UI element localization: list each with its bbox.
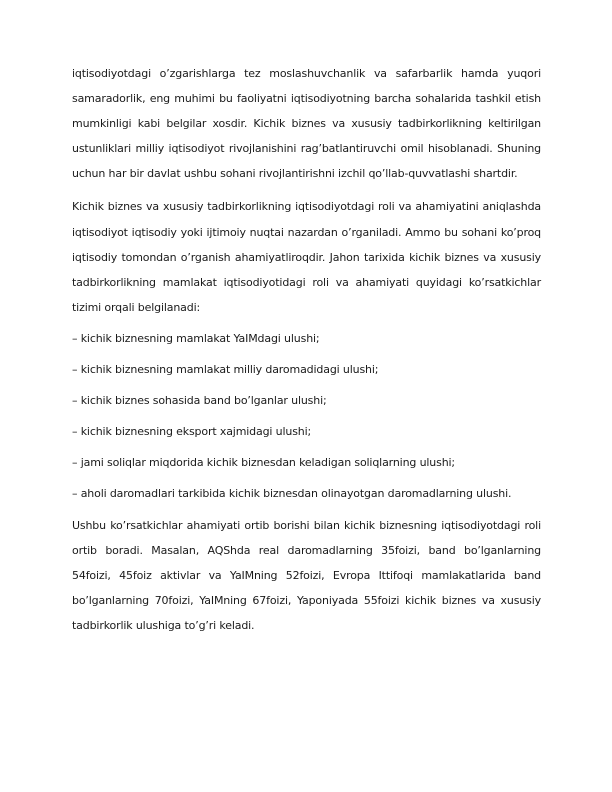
list-item: – jami soliqlar miqdorida kichik biznesdan keladigan soliqlarning ulushi; (72, 456, 455, 470)
document-page (72, 61, 541, 642)
list-item: – kichik biznesning mamlakat YaIMdagi ulushi; (72, 331, 320, 345)
paragraph-role: Kichik biznes va xususiy tadbirkorlikning iqtisodiyotdagi roli va ahamiyatini aniqlashda iqtisodiyot iqtisodiy yoki ijtimoiy nuqtai nazardan o’rganiladi. Ammo bu sohani ko’proq iqtisodiy tomondan o’rganish ahamiyatliroqdir. Jahon tarixida kichik biznes va xususiy tadbirkorlikning mamlakat iqtisodiyotidagi roli va ahamiyati quyidagi ko’rsatkichlar tizimi orqali belgilanadi: (72, 200, 541, 314)
paragraph-closing: Ushbu ko’rsatkichlar ahamiyati ortib borishi bilan kichik biznesning iqtisodiyotdagi roli ortib boradi. Masalan, AQShda real daromadlarning 35foizi, band bo’lganlarning 54foizi, 45foiz aktivlar va YaIMning 52foizi, Evropa Ittifoqi mamlakatlarida band bo’lganlarning 70foizi, YaIMning 67foizi, Yaponiyada 55foizi kichik biznes va xususiy tadbirkorlik ulushiga to’g’ri keladi. (72, 518, 541, 632)
list-item: – kichik biznesning eksport xajmidagi ulushi; (72, 425, 312, 439)
list-item: – aholi daromadlari tarkibida kichik biznesdan olinayotgan daromadlarning ulushi. (72, 487, 512, 501)
paragraph-intro: iqtisodiyotdagi o’zgarishlarga tez moslashuvchanlik va safarbarlik hamda yuqori samaradorlik, eng muhimi bu faoliyatni iqtisodiyotning barcha sohalarida tashkil etish mumkinligi kabi belgilar xosdir. Kichik biznes va xususiy tadbirkorlikning keltirilgan ustunliklari milliy iqtisodiyot rivojlanishini rag’batlantiruvchi omil hisoblanadi. Shuning uchun har bir davlat ushbu sohani rivojlantirishni izchil qo’llab-quvvatlashi shartdir. (72, 67, 541, 181)
indicator-list (72, 326, 541, 507)
list-item: – kichik biznes sohasida band bo’lganlar ulushi; (72, 394, 327, 408)
list-item: – kichik biznesning mamlakat milliy daromadidagi ulushi; (72, 363, 379, 377)
